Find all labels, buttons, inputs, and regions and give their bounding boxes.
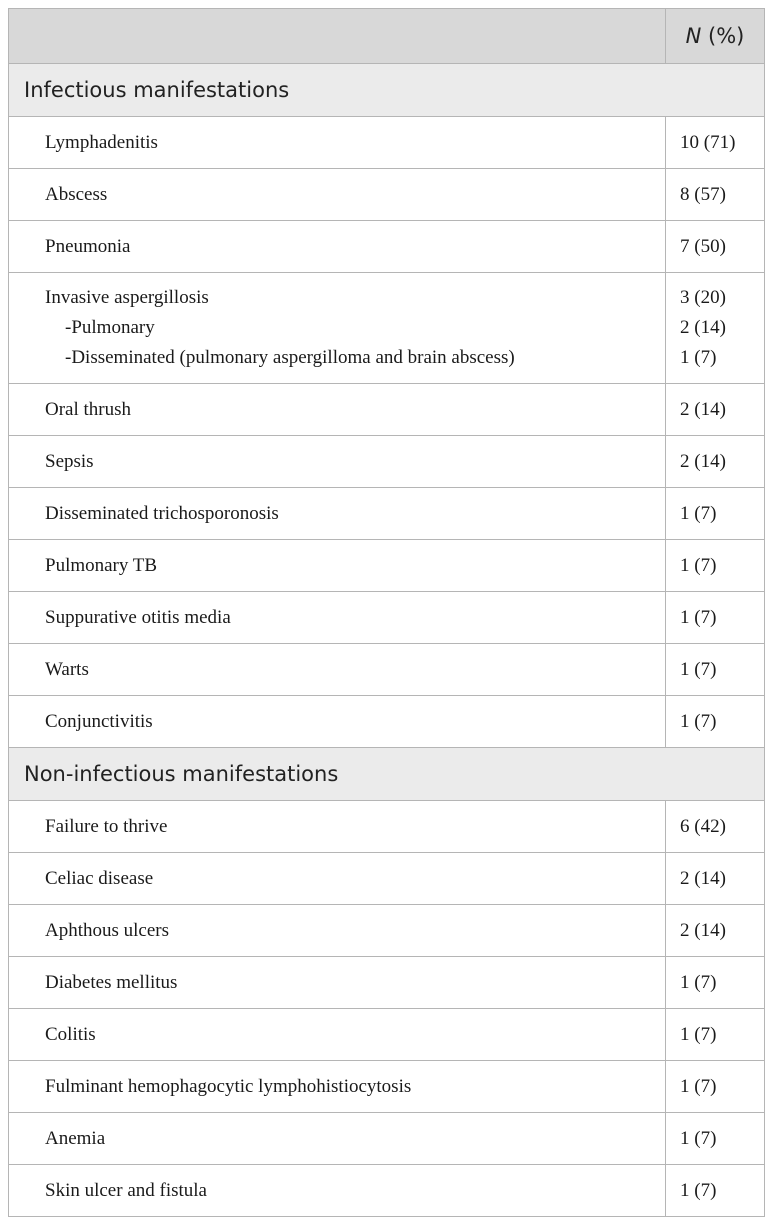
section-header-infectious: [9, 64, 765, 117]
table-row: [9, 169, 765, 221]
table-row: [9, 801, 765, 853]
table-row: [9, 957, 765, 1009]
row-label: Diabetes mellitus: [9, 957, 666, 1009]
row-value: 1 (7): [666, 540, 765, 592]
row-value: 1 (7): [666, 592, 765, 644]
row-value: 1 (7): [666, 1009, 765, 1061]
table-row: [9, 905, 765, 957]
row-value: 1 (7): [666, 957, 765, 1009]
row-value: 6 (42): [666, 801, 765, 853]
table-row: [9, 488, 765, 540]
row-label: Anemia: [9, 1113, 666, 1165]
table-row-invasive-aspergillosis: [9, 273, 765, 384]
row-label: Lymphadenitis: [9, 117, 666, 169]
subrow-label: -Disseminated (pulmonary aspergilloma and brain abscess): [65, 347, 515, 368]
row-value: 10 (71): [666, 117, 765, 169]
row-value: 2 (14): [666, 384, 765, 436]
manifestations-table: [8, 8, 765, 1217]
row-label: Pulmonary TB: [9, 540, 666, 592]
row-label: Disseminated trichosporonosis: [9, 488, 666, 540]
row-label: Aphthous ulcers: [9, 905, 666, 957]
row-value: 3 (20): [680, 287, 726, 308]
table-row: [9, 221, 765, 273]
subrow-value: 2 (14): [680, 317, 726, 338]
section-title: Infectious manifestations: [9, 64, 765, 117]
subrow-value: 1 (7): [680, 347, 717, 368]
row-label: Fulminant hemophagocytic lymphohistiocytosis: [9, 1061, 666, 1113]
table-row: [9, 1061, 765, 1113]
row-value-group: [666, 273, 765, 384]
table-row: [9, 853, 765, 905]
row-value: 1 (7): [666, 1165, 765, 1217]
table-row: [9, 436, 765, 488]
row-label: Suppurative otitis media: [9, 592, 666, 644]
header-n-percent-cell: [666, 9, 765, 64]
table-row: [9, 1165, 765, 1217]
table-row: [9, 540, 765, 592]
row-label: Oral thrush: [9, 384, 666, 436]
section-title: Non-infectious manifestations: [9, 748, 765, 801]
row-value: 1 (7): [666, 644, 765, 696]
row-label-group: [9, 273, 666, 384]
header-percent: (%): [708, 24, 745, 48]
row-value: 8 (57): [666, 169, 765, 221]
table-header-row: [9, 9, 765, 64]
row-label: Abscess: [9, 169, 666, 221]
row-value: 7 (50): [666, 221, 765, 273]
table-row: [9, 1009, 765, 1061]
row-value: 1 (7): [666, 1061, 765, 1113]
table-row: [9, 644, 765, 696]
row-label: Conjunctivitis: [9, 696, 666, 748]
row-label: Sepsis: [9, 436, 666, 488]
subrow-label: -Pulmonary: [65, 317, 155, 338]
table-row: [9, 592, 765, 644]
row-label: Skin ulcer and fistula: [9, 1165, 666, 1217]
row-label: Colitis: [9, 1009, 666, 1061]
row-value: 1 (7): [666, 488, 765, 540]
header-label-cell: [9, 9, 666, 64]
table-row: [9, 1113, 765, 1165]
section-header-non-infectious: [9, 748, 765, 801]
table-row: [9, 696, 765, 748]
row-label: Pneumonia: [9, 221, 666, 273]
row-label: Failure to thrive: [9, 801, 666, 853]
row-label: Warts: [9, 644, 666, 696]
row-value: 1 (7): [666, 696, 765, 748]
row-value: 2 (14): [666, 905, 765, 957]
row-value: 2 (14): [666, 853, 765, 905]
row-label: Invasive aspergillosis: [45, 287, 209, 308]
table-row: [9, 117, 765, 169]
row-value: 2 (14): [666, 436, 765, 488]
table-row: [9, 384, 765, 436]
row-label: Celiac disease: [9, 853, 666, 905]
header-n-symbol: N: [685, 24, 702, 48]
row-value: 1 (7): [666, 1113, 765, 1165]
